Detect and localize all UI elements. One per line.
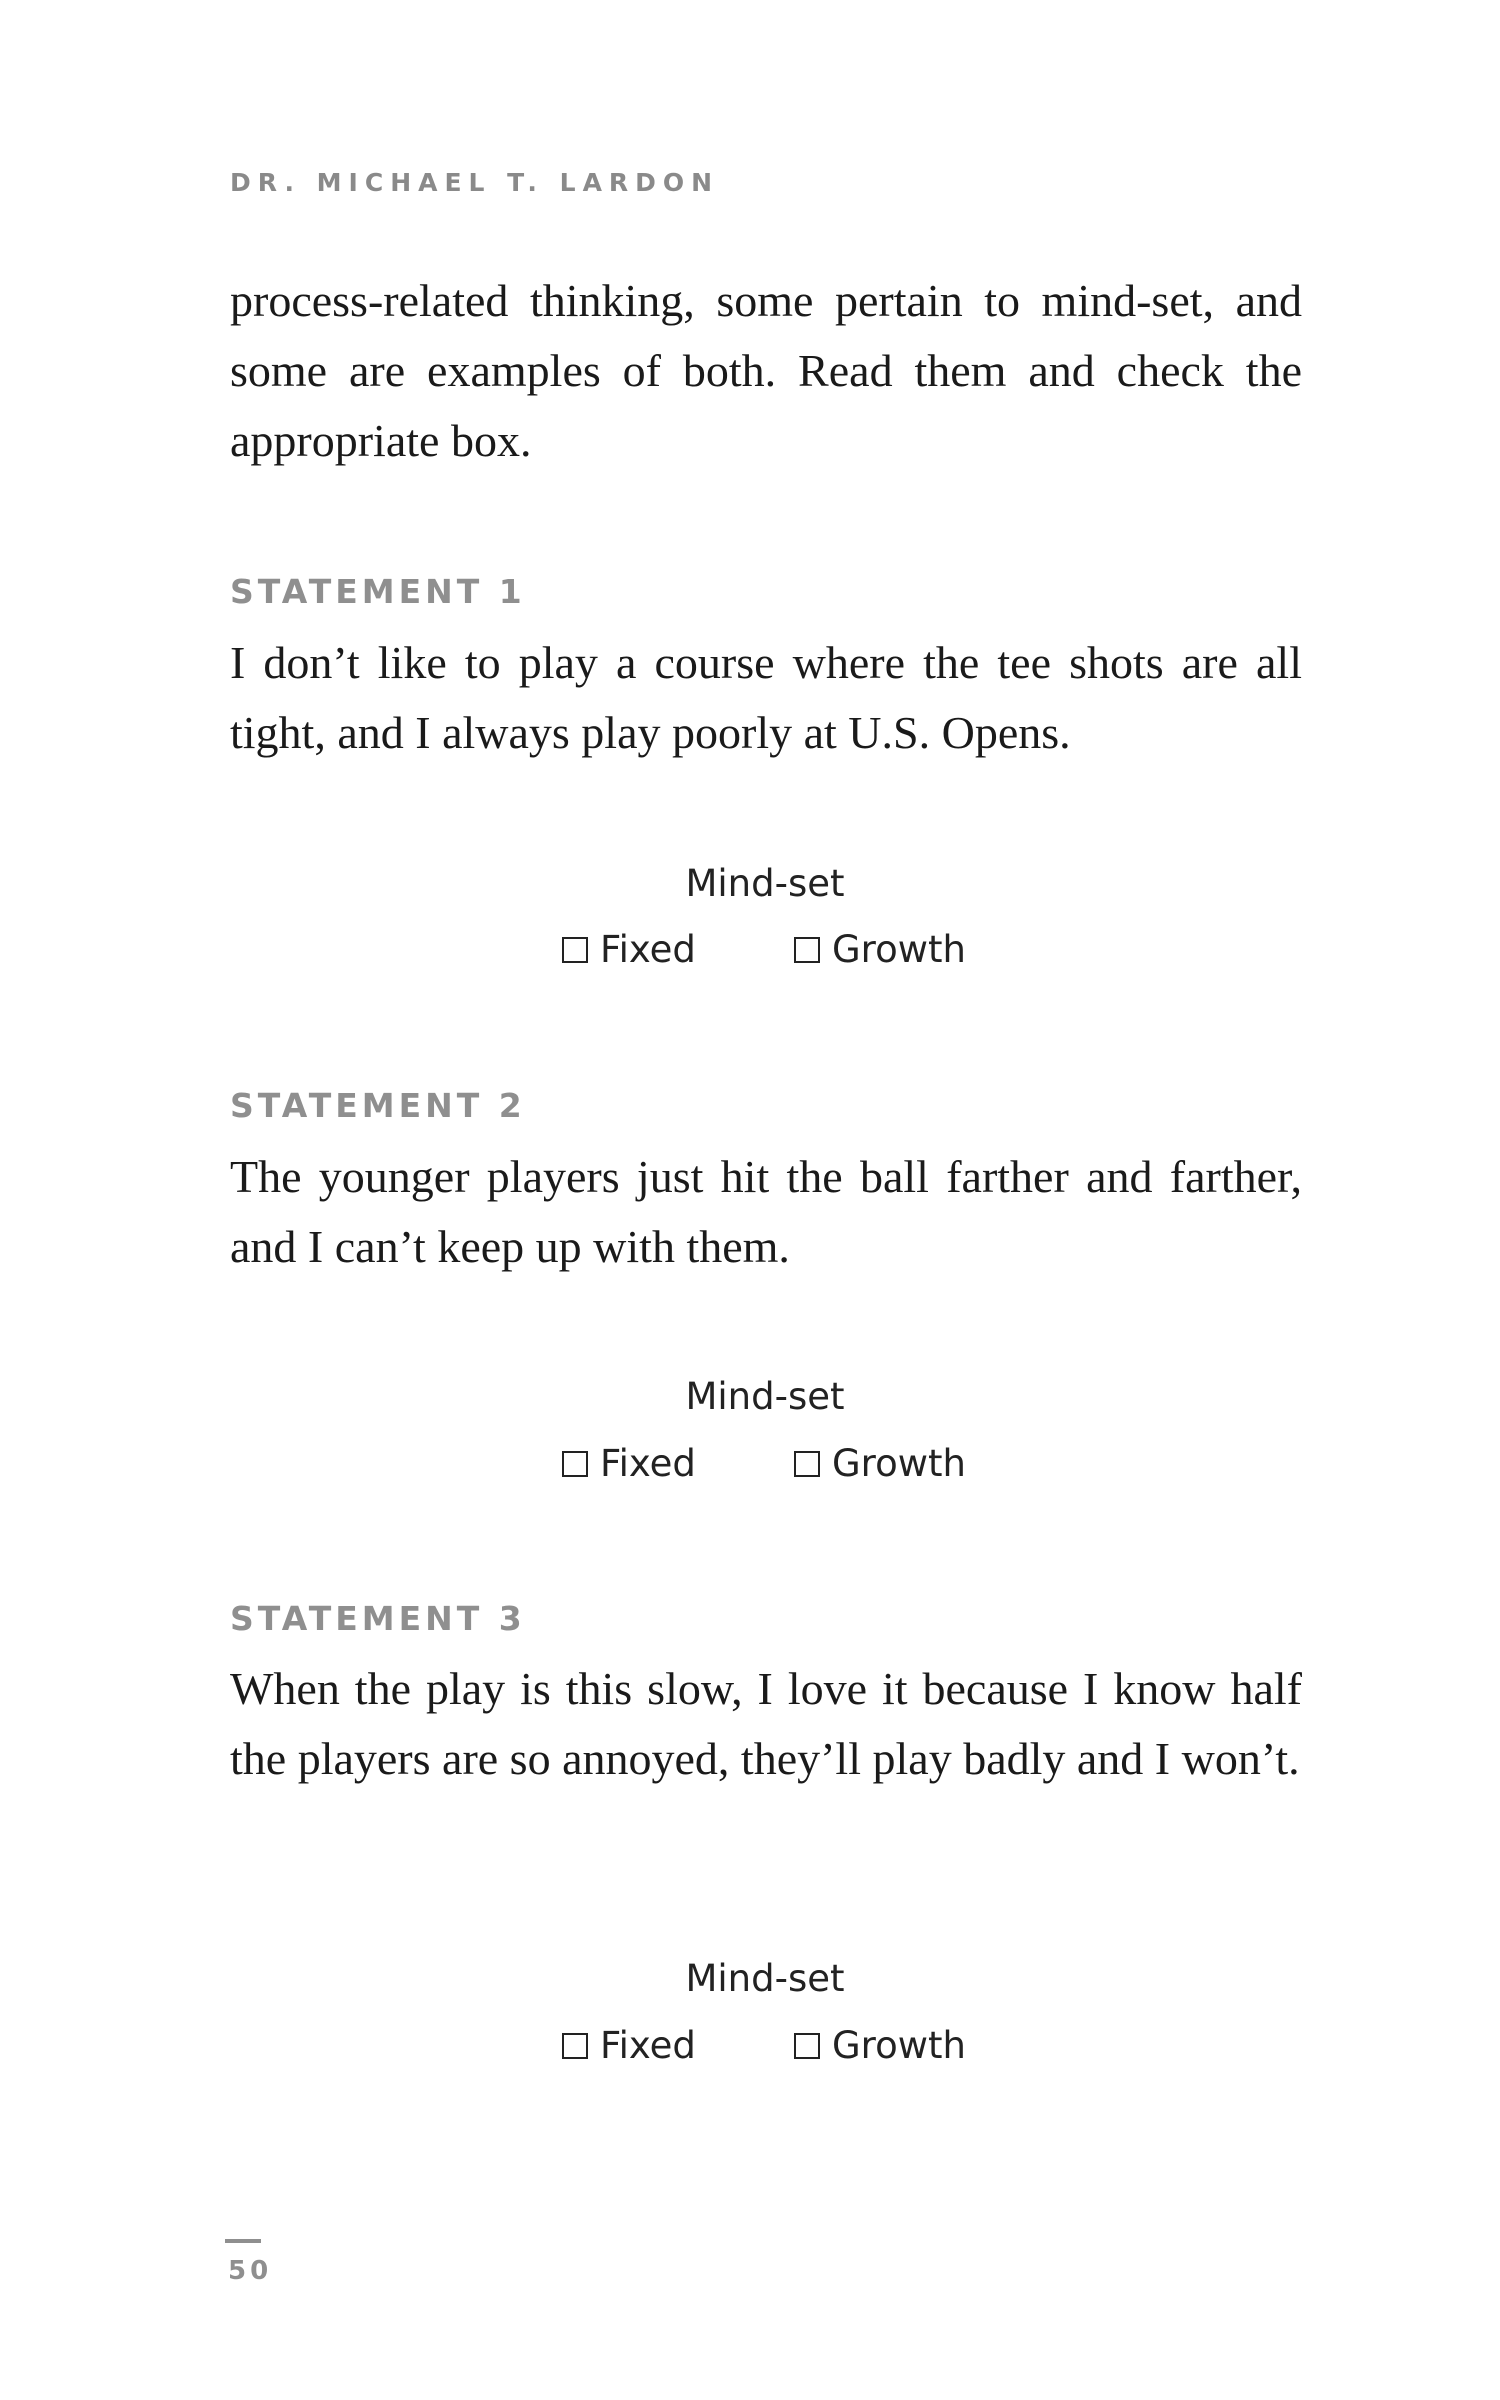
option-label: Fixed: [600, 2024, 696, 2067]
checkbox-icon[interactable]: [562, 937, 588, 963]
intro-paragraph: process-related thinking, some pertain to mind-set, and some are examples of both. Read them and check the appropriate box.: [230, 275, 1302, 466]
statement-2-label: STATEMENT 2: [230, 1086, 526, 1125]
page-number-rule: [225, 2239, 261, 2243]
option-label: Growth: [832, 1442, 966, 1485]
statement-1-growth-option[interactable]: [794, 928, 966, 971]
running-head: DR. MICHAEL T. LARDON: [230, 168, 720, 197]
checkbox-icon[interactable]: [562, 1451, 588, 1477]
statement-1-mindset-title: Mind-set: [685, 862, 845, 905]
statement-2-growth-option[interactable]: [794, 1442, 966, 1485]
statement-2-text: The younger players just hit the ball farther and farther, and I can’t keep up with them.: [230, 1151, 1302, 1272]
statement-2-mindset-title: Mind-set: [685, 1375, 845, 1418]
statement-1-text: I don’t like to play a course where the tee shots are all tight, and I always play poorly at U.S. Opens.: [230, 637, 1302, 758]
statement-1-label: STATEMENT 1: [230, 572, 526, 611]
statement-2-fixed-option[interactable]: [562, 1442, 696, 1485]
option-label: Growth: [832, 2024, 966, 2067]
page-number: 50: [228, 2256, 273, 2286]
checkbox-icon[interactable]: [794, 1451, 820, 1477]
option-label: Fixed: [600, 1442, 696, 1485]
statement-3-mindset-title: Mind-set: [685, 1957, 845, 2000]
statement-3-fixed-option[interactable]: [562, 2024, 696, 2067]
statement-3-label: STATEMENT 3: [230, 1599, 526, 1638]
checkbox-icon[interactable]: [794, 937, 820, 963]
option-label: Growth: [832, 928, 966, 971]
statement-3-text: When the play is this slow, I love it because I know half the players are so annoyed, they’ll play badly and I won’t.: [230, 1663, 1302, 1784]
checkbox-icon[interactable]: [562, 2033, 588, 2059]
checkbox-icon[interactable]: [794, 2033, 820, 2059]
option-label: Fixed: [600, 928, 696, 971]
statement-3-growth-option[interactable]: [794, 2024, 966, 2067]
statement-1-fixed-option[interactable]: [562, 928, 696, 971]
